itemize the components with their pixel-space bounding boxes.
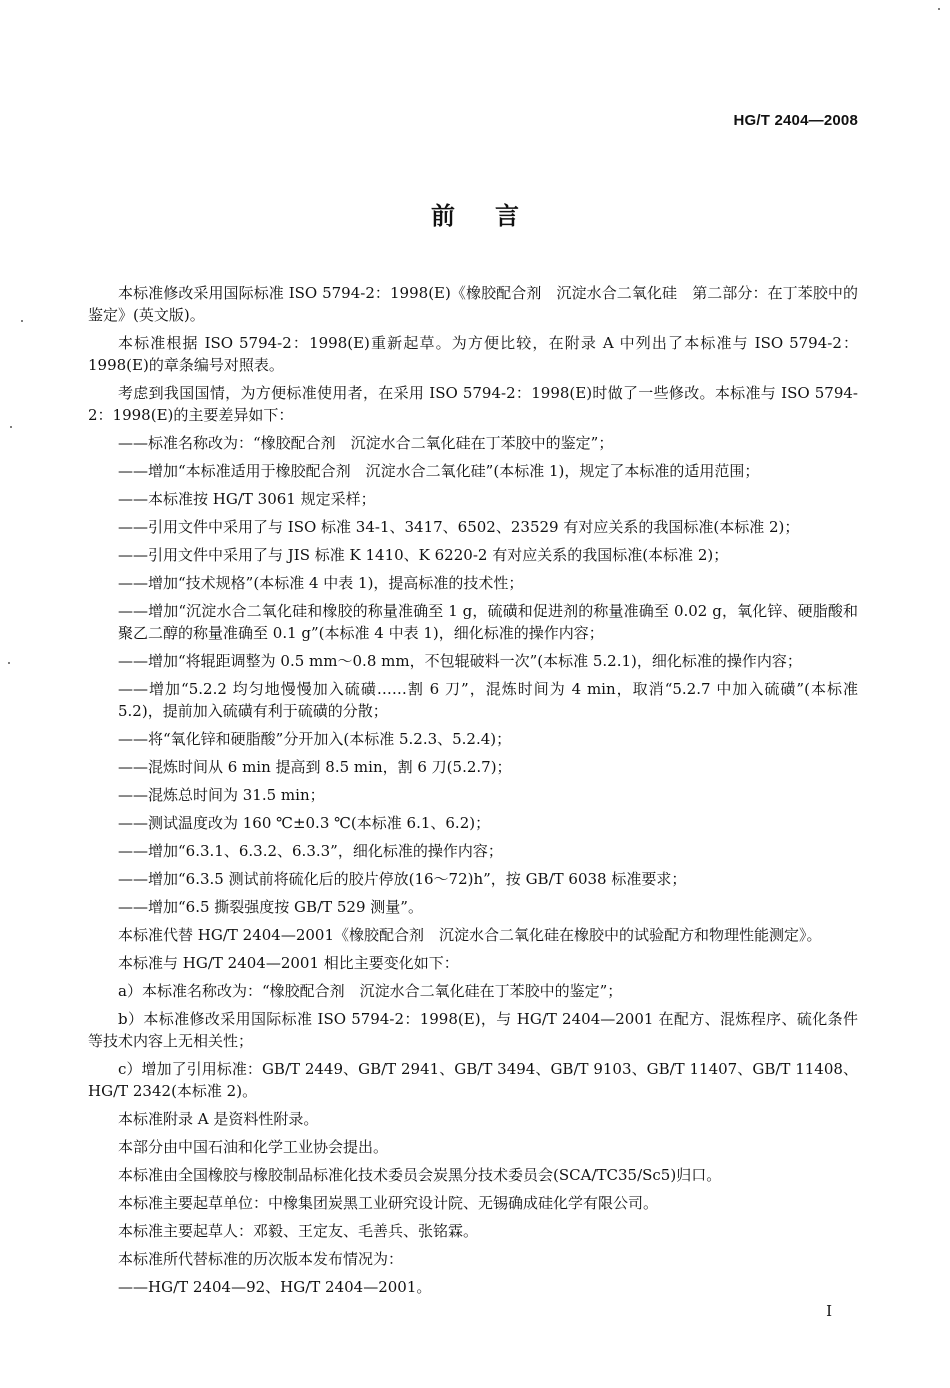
difference-item: ——引用文件中采用了与 ISO 标准 34-1、3417、6502、23529 有对应关系的我国标准(本标准 2)；	[118, 518, 800, 536]
difference-item: ——增加“技术规格”(本标准 4 中表 1)，提高标准的技术性；	[118, 574, 524, 592]
closing-line: 本标准主要起草单位：中橡集团炭黑工业研究设计院、无锡确成硅化学有限公司。	[118, 1194, 659, 1212]
closing-line: 本标准所代替标准的历次版本发布情况为：	[118, 1250, 404, 1268]
intro-paragraph-2: 本标准根据 ISO 5794-2：1998(E)重新起草。为方便比较，在附录 A 中列出了本标准与 ISO 5794-2：1998(E)的章条编号对照表。	[88, 334, 858, 374]
differences-list	[88, 432, 858, 918]
closing-line: 本标准由全国橡胶与橡胶制品标准化技术委员会炭黑分技术委员会(SCA/TC35/Sc5)归口。	[118, 1166, 722, 1184]
page-title: 前言	[431, 202, 559, 230]
difference-item: ——增加“6.3.1、6.3.2、6.3.3”，细化标准的操作内容；	[118, 842, 503, 860]
difference-item: ——增加“本标准适用于橡胶配合剂 沉淀水合二氧化硅”(本标准 1)，规定了本标准的适用范围；	[118, 462, 760, 480]
change-item: a）本标准名称改为：“橡胶配合剂 沉淀水合二氧化硅在丁苯胶中的鉴定”；	[118, 982, 623, 1000]
difference-item: ——混炼总时间为 31.5 min；	[118, 786, 325, 804]
page-number: I	[826, 1302, 832, 1320]
changes-list	[88, 980, 858, 1102]
difference-item: ——本标准按 HG/T 3061 规定采样；	[118, 490, 376, 508]
difference-item: ——增加“沉淀水合二氧化硅和橡胶的称量准确至 1 g，硫磺和促进剂的称量准确至 0.02 g，氧化锌、硬脂酸和聚乙二醇的称量准确至 0.1 g”(本标准 4 中表 1)，细化标准的操作内容；	[118, 602, 858, 642]
difference-item: ——测试温度改为 160 ℃±0.3 ℃(本标准 6.1、6.2)；	[118, 814, 491, 832]
scan-speck	[21, 320, 23, 322]
replace-paragraph: 本标准代替 HG/T 2404—2001《橡胶配合剂 沉淀水合二氧化硅在橡胶中的试验配方和物理性能测定》。	[118, 926, 822, 944]
standard-code: HG/T 2404—2008	[733, 112, 858, 129]
difference-item: ——增加“5.2.2 均匀地慢慢加入硫磺……割 6 刀”，混炼时间为 4 min，取消“5.2.7 中加入硫磺”(本标准 5.2)，提前加入硫磺有利于硫磺的分散；	[118, 680, 858, 720]
scan-speck	[8, 662, 10, 664]
difference-item: ——增加“6.3.5 测试前将硫化后的胶片停放(16～72)h”，按 GB/T 6038 标准要求；	[118, 870, 687, 888]
intro-paragraph-3: 考虑到我国国情，为方便标准使用者，在采用 ISO 5794-2：1998(E)时做了一些修改。本标准与 ISO 5794-2：1998(E)的主要差异如下：	[88, 384, 858, 424]
closing-line: 本标准附录 A 是资料性附录。	[118, 1110, 319, 1128]
difference-item: ——将“氧化锌和硬脂酸”分开加入(本标准 5.2.3、5.2.4)；	[118, 730, 512, 748]
scan-speck	[938, 8, 940, 10]
intro-paragraph-1: 本标准修改采用国际标准 ISO 5794-2：1998(E)《橡胶配合剂 沉淀水合二氧化硅 第二部分：在丁苯胶中的鉴定》(英文版)。	[88, 284, 858, 324]
change-item: c）增加了引用标准：GB/T 2449、GB/T 2941、GB/T 3494、GB/T 9103、GB/T 11407、GB/T 11408、HG/T 2342(本标准 2)。	[88, 1060, 858, 1100]
foreword-body	[88, 282, 858, 1304]
scan-speck	[10, 426, 12, 428]
difference-item: ——标准名称改为：“橡胶配合剂 沉淀水合二氧化硅在丁苯胶中的鉴定”；	[118, 434, 614, 452]
history-line: ——HG/T 2404—92、HG/T 2404—2001。	[118, 1278, 432, 1296]
closing-line: 本部分由中国石油和化学工业协会提出。	[118, 1138, 389, 1156]
difference-item: ——增加“将辊距调整为 0.5 mm～0.8 mm，不包辊破料一次”(本标准 5.2.1)，细化标准的操作内容；	[118, 652, 802, 670]
difference-item: ——增加“6.5 撕裂强度按 GB/T 529 测量”。	[118, 898, 423, 916]
difference-item: ——引用文件中采用了与 JIS 标准 K 1410、K 6220-2 有对应关系的我国标准(本标准 2)；	[118, 546, 729, 564]
closing-line: 本标准主要起草人：邓毅、王定友、毛善兵、张铭霖。	[118, 1222, 479, 1240]
difference-item: ——混炼时间从 6 min 提高到 8.5 min，割 6 刀(5.2.7)；	[118, 758, 512, 776]
changes-intro: 本标准与 HG/T 2404—2001 相比主要变化如下：	[118, 954, 459, 972]
change-item: b）本标准修改采用国际标准 ISO 5794-2：1998(E)，与 HG/T 2404—2001 在配方、混炼程序、硫化条件等技术内容上无相关性；	[88, 1010, 858, 1050]
